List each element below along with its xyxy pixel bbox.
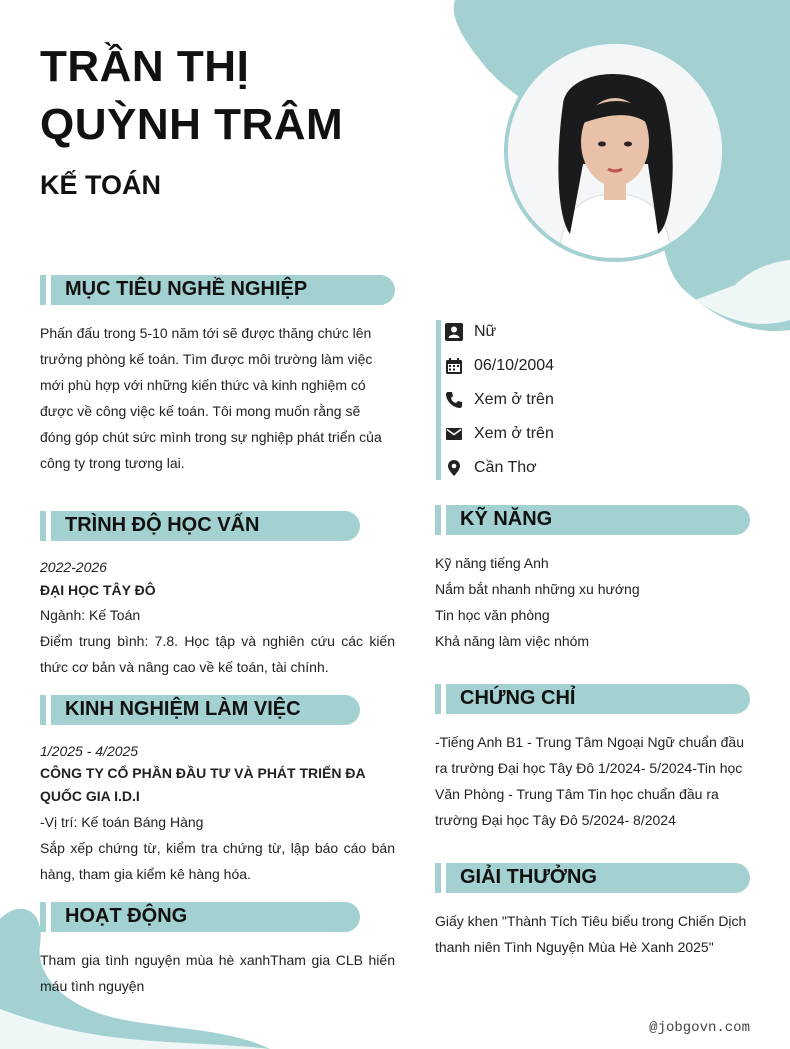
name-line-2: QUỲNH TRÂM xyxy=(40,100,344,149)
skill-item: Nắm bắt nhanh những xu hướng xyxy=(435,581,640,597)
section-header-education xyxy=(40,511,360,541)
location-icon xyxy=(444,458,464,478)
section-header-awards xyxy=(435,863,750,893)
section-header-certificates xyxy=(435,684,750,714)
education-major: Ngành: Kế Toán xyxy=(40,607,141,623)
experience-period: 1/2025 - 4/2025 xyxy=(40,743,139,759)
phone-icon xyxy=(444,390,464,410)
mail-icon xyxy=(444,424,464,444)
section-header-experience xyxy=(40,695,360,725)
contact-text: Cần Thơ xyxy=(474,459,537,476)
experience-detail: Sắp xếp chứng từ, kiểm tra chứng từ, lập báo cáo bán hàng, tham gia kiểm kê hàng hóa. xyxy=(40,840,395,882)
section-title: HOẠT ĐỘNG xyxy=(65,905,188,927)
calendar-icon xyxy=(444,356,464,376)
footer-watermark: @jobgovn.com xyxy=(649,1020,750,1036)
name-line-1: TRẦN THỊ xyxy=(40,42,250,91)
education-period: 2022-2026 xyxy=(40,559,107,575)
person-icon xyxy=(444,322,464,342)
objective-text: Phấn đấu trong 5-10 năm tới sẽ được thăng chức lên trưởng phòng kế toán. Tìm được môi trường làm việc mới phù hợp với những kiến thức và kinh nghiệm có được về công việc kế toán. Tôi mong muốn rằng sẽ đóng góp chút sức mình trong sự nghiệp phát triển của công ty trong tương lai. xyxy=(40,325,382,471)
education-school: ĐẠI HỌC TÂY ĐÔ xyxy=(40,582,156,598)
activities-text: Tham gia tình nguyện mùa hè xanhTham gia CLB hiến máu tình nguyện xyxy=(40,952,395,994)
section-title: MỤC TIÊU NGHỀ NGHIỆP xyxy=(65,278,308,300)
certificates-text: -Tiếng Anh B1 - Trung Tâm Ngoại Ngữ chuẩn đầu ra trường Đại học Tây Đô 1/2024- 5/2024-Tin học Văn Phòng - Trung Tâm Tin học chuẩn đầu ra trường Đại học Tây Đô 5/2024- 8/2024 xyxy=(435,734,744,828)
skills-list xyxy=(435,550,750,654)
skill-item: Khả năng làm việc nhóm xyxy=(435,633,590,649)
candidate-name xyxy=(40,38,343,154)
contact-phone xyxy=(444,385,554,415)
skill-item: Kỹ năng tiếng Anh xyxy=(435,555,549,571)
awards-text: Giấy khen "Thành Tích Tiêu biểu trong Chiến Dịch thanh niên Tình Nguyện Mùa Hè Xanh 2025" xyxy=(435,913,747,955)
contact-text: Nữ xyxy=(474,323,497,340)
contact-birthday xyxy=(444,351,554,381)
contact-text: Xem ở trên xyxy=(474,391,554,408)
profile-photo xyxy=(504,40,726,262)
job-title: KẾ TOÁN xyxy=(40,170,162,200)
experience-company: CÔNG TY CỔ PHẦN ĐẦU TƯ VÀ PHÁT TRIỂN ĐA QUỐC GIA I.D.I xyxy=(40,765,366,804)
contact-divider xyxy=(436,320,441,480)
contact-text: Xem ở trên xyxy=(474,425,554,442)
section-title: CHỨNG CHỈ xyxy=(460,687,576,709)
contact-text: 06/10/2004 xyxy=(474,357,555,374)
section-header-activities xyxy=(40,902,360,932)
section-header-skills xyxy=(435,505,750,535)
portrait-illustration xyxy=(508,44,722,258)
contact-email xyxy=(444,419,554,449)
skill-item: Tin học văn phòng xyxy=(435,607,550,623)
education-detail: Điểm trung bình: 7.8. Học tập và nghiên cứu các kiến thức cơ bản và nâng cao về kế toán, tài chính. xyxy=(40,633,395,675)
section-title: KINH NGHIỆM LÀM VIỆC xyxy=(65,698,301,720)
section-header-objective xyxy=(40,275,395,305)
section-title: GIẢI THƯỞNG xyxy=(460,866,597,888)
section-title: KỸ NĂNG xyxy=(460,508,553,530)
experience-position: -Vị trí: Kế toán Báng Hàng xyxy=(40,814,204,830)
section-title: TRÌNH ĐỘ HỌC VẤN xyxy=(65,514,260,536)
contact-location xyxy=(444,453,537,483)
contact-gender xyxy=(444,317,496,347)
